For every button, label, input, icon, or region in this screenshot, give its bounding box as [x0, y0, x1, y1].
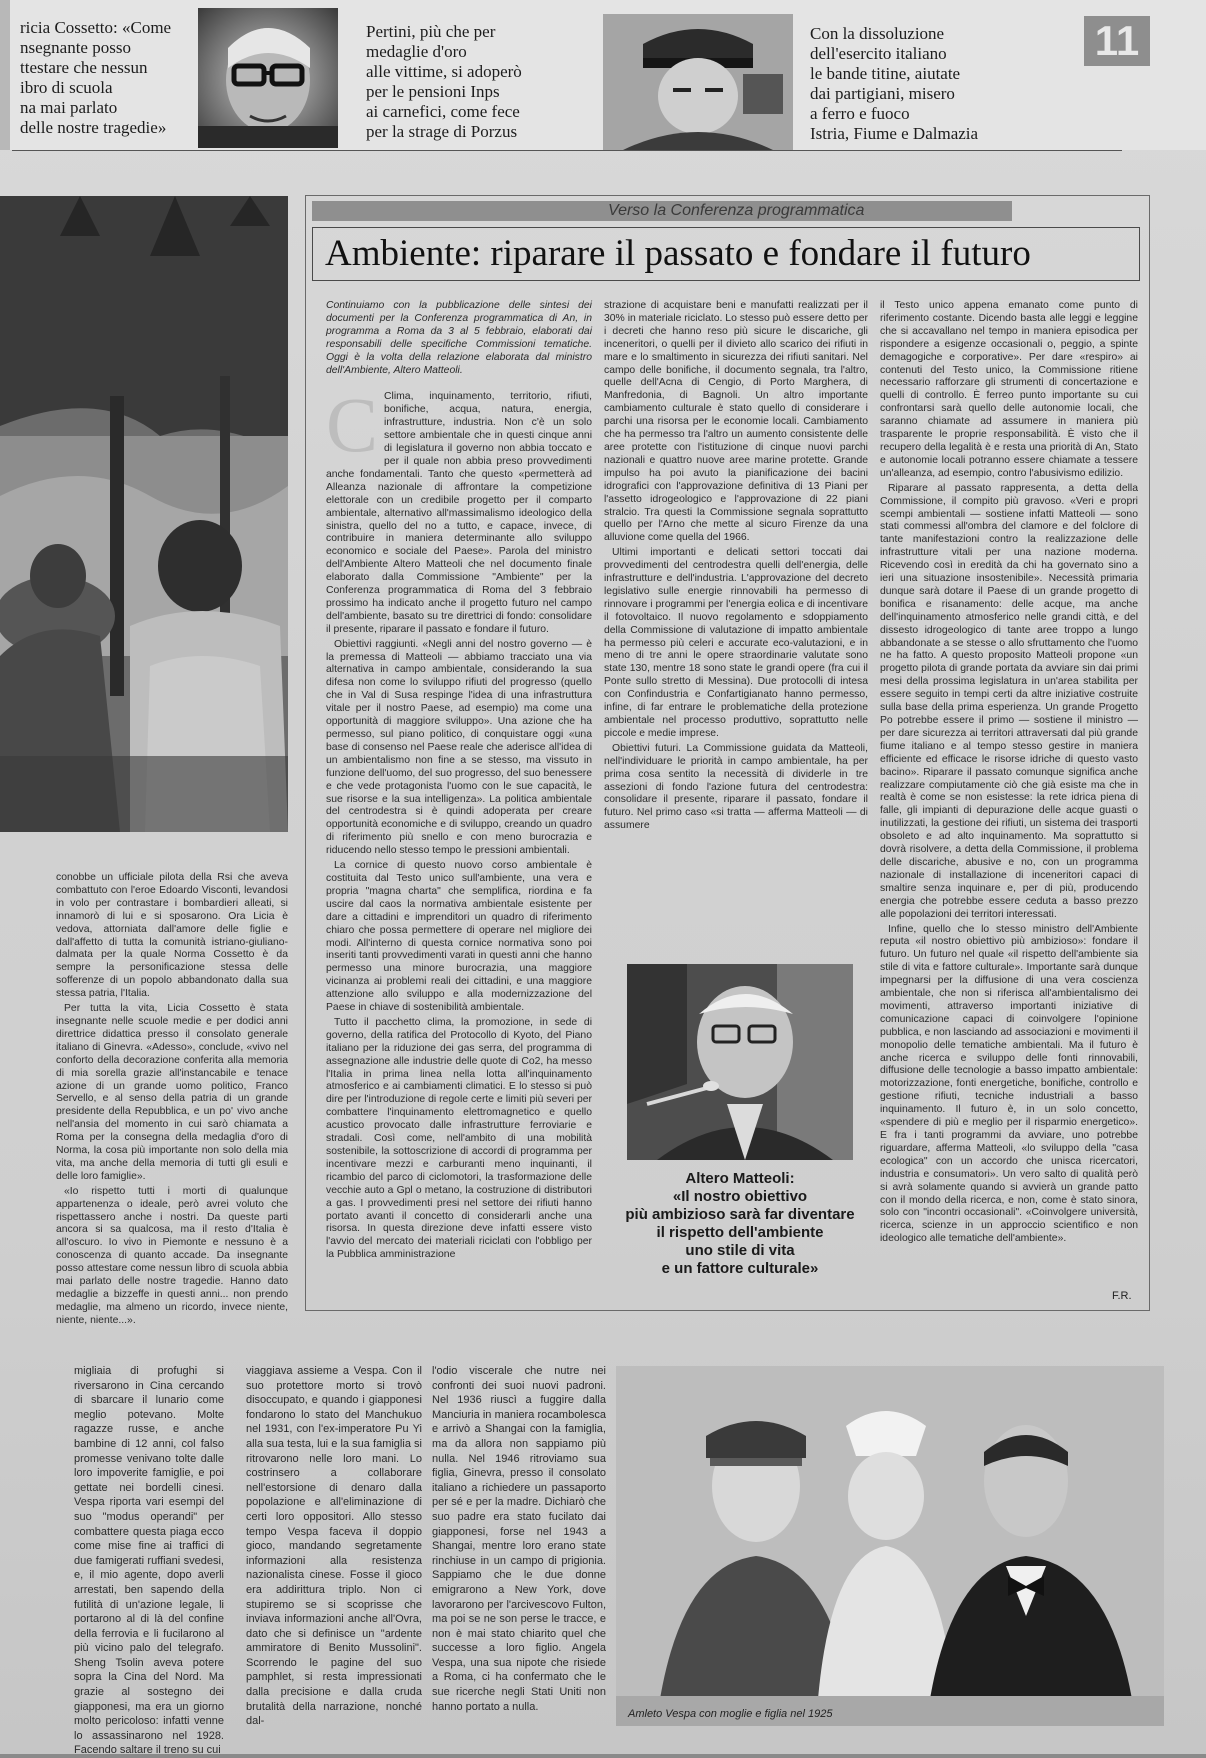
article-paragraph: il Testo unico appena emanato come punto di riferimento costante. Dicendo basta alle leggi e leggine che si accavallano nel tempo in maniera episodica per rispondere a esigenze occasionali o, peggio, a spinte demagogiche e corporative». Per dare «respiro» ai contenuti del Testo unico, la Commissione ritiene necessario rafforzare gli strumenti di concertazione e quelli di controllo. È ferreo punto importante su cui confrontarsi sarà quello delle autonomie locali, che saranno chiamate ad assumere in maniera più trasparente le proprie responsabilità. È visto che il recupero della legalità è e resta una priorità di An, Stato e autonomie locali potranno essere chiamate a tessere un'alleanza, ad esempio, contro l'abusivismo edilizio.	[880, 300, 1138, 479]
teaser-right: Con la dissoluzione dell'esercito italiano le bande titine, aiutate dai partigiani, misero a ferro e fuoco Istria, Fiume e Dalmazia	[810, 24, 979, 143]
article-paragraph: La cornice di questo nuovo corso ambientale è costituita dal Testo unico sull'ambiente, una vera e propria "magna charta" che semplifica, riordina e fa uscire dal caos la normativa ambientale esistente per dare a cittadini e imprenditori un quadro di riferimento chiaro che possa permettere di operare nel migliore dei modi. All'interno di questa cornice normativa sono poi inseriti tanti provvedimenti varati in questi anni che hanno permesso una minore burocrazia, una maggiore vicinanza ai problemi reali dei cittadini, e una maggiore attenzione allo sviluppo e alla modernizzazione del Paese in chiave di sostenibilità ambientale.	[326, 860, 592, 1014]
article-paragraph: Tutto il pacchetto clima, la promozione, in sede di governo, della ratifica del Protocollo di Kyoto, del Piano italiano per la riduzione dei gas serra, del programma di assegnazione alle industrie delle quote di Co2, ha messo l'Italia in prima linea nella lotta all'inquinamento atmosferico e ai cambiamenti climatici. E lo stesso si può dire per l'introduzione di regole certe e limiti più severi per combattere l'inquinamento elettromagnetico e quello acustico provocato dalle infrastrutture ferroviarie e stradali. Così come, nell'ambito di una mobilità sostenibile, la sottoscrizione di accordi di programma per incentivare mezzi e carburanti meno inquinanti, il ricambio del parco di ciclomotori, la trasformazione delle vecchie auto a Gpl o metano, la costruzione di distributori a gas. I provvedimenti presi nel settore dei rifiuti hanno portato avanti il concetto di considerarli anche una risorsa. In questa direzione deve infatti essere visto l'avvio del mercato dei materiali riciclati con l'obbligo per la Pubblica amministrazione	[326, 1016, 592, 1261]
page-number: 11	[1094, 17, 1140, 64]
teaser-photo-officer	[603, 14, 793, 150]
left-story-paragraph: Per tutta la vita, Licia Cossetto è stata insegnante nelle scuole medie e per dodici anni direttrice didattica presso il consolato generale italiano di Ginevra. «Adesso», conclude, «vivo nel conforto della decorazione conferita alla memoria di mia sorella grazie all'instancabile e tenace azione di un grande uomo politico, Franco Servello, e al senso della patria di un grande presidente della Repubblica, e un po' vivo anche nell'ansia del momento in cui sarò chiamata a Roma per la consegna della medaglia d'oro di Norma, la cosa più importante non solo della mia vita, ma anche della memoria di tutti gli esuli e delle loro famiglie».	[56, 1003, 288, 1182]
article-paragraph: Clima, inquinamento, territorio, rifiuti, bonifiche, acqua, natura, energia, infrastrutture, industria. Non c'è un solo settore ambientale che in questi cinque anni di legislatura il governo non abbia toccato e per il quale non abbia preso provvedimenti anche fondamentali. Tanto che questo «permetterà ad Alleanza nazionale di affrontare la competizione elettorale con un credibile progetto per il comparto ambientale, alternativo all'massimalismo ideologico della sinistra, quello del no a tutto, e capace, invece, di contribuire in maniera determinante allo sviluppo economico e sociale del Paese». Parola del ministro dell'Ambiente Altero Matteoli che nel documento finale elaborato dalla Commissione "Ambiente" per la Conferenza programmatica di Roma del 3 febbraio prossimo ha indicato anche il progetto futuro nel campo dell'ambiente, basato su tre direttrici di fondo: consolidare il presente, riparare il passato e fondare il futuro.	[326, 391, 592, 635]
article-column-2	[604, 300, 868, 842]
article-column-1	[326, 300, 592, 1304]
officer-portrait-drawing	[603, 14, 793, 150]
left-story-paragraph: conobbe un ufficiale pilota della Rsi che aveva combattuto con l'eroe Edoardo Visconti, levandosi in volo per contrastare i bombardieri alleati, si innamorò di lui e si sposarono. Ora Licia è vedova, attorniata dall'amore delle figlie e dall'affetto di tutta la comunità istriano-giuliano-dalmata per la quale Norma Cossetto è da sempre la personificazione stessa delle sofferenze di un popolo abbandonato dalla sua stessa patria, l'Italia.	[56, 872, 288, 1000]
matteoli-portrait-drawing	[627, 964, 853, 1160]
article-headline: Ambiente: riparare il passato e fondare il futuro	[325, 233, 1031, 274]
bottom-column-3	[432, 1364, 606, 1738]
left-story-column	[56, 872, 288, 1326]
forest-photo	[0, 196, 288, 832]
teaser-photo-woman	[198, 8, 338, 148]
teaser-middle: Pertini, più che per medaglie d'oro alle vittime, si adoperò per le pensioni Inps ai carnefici, come fece per la strage di Porzus	[366, 22, 522, 141]
article-intro: Continuiamo con la pubblicazione delle sintesi dei documenti per la Conferenza programmatica di An, in programma a Roma da 3 al 5 febbraio, elaborati dai responsabili delle specifiche Commissioni tematiche. Oggi è la volta della relazione elaborata dal ministro dell'Ambiente, Altero Matteoli.	[326, 300, 592, 376]
bottom-paragraph: viaggiava assieme a Vespa. Con il suo protettore morto si trovò disoccupato, e quando i giapponesi fondarono lo stato del Manchukuo nel 1931, con l'ex-imperatore Pu Yi alla sua testa, lui e la sua famiglia si ritrovarono nelle loro mani. Lo costrinsero a collaborare nell'estorsione di denaro dalla popolazione e all'eliminazione di certi loro oppositori. Allo stesso tempo Vespa faceva il doppio gioco, mandando segretamente informazioni alla resistenza nazionalista cinese. Fosse il gioco era addirittura triplo. Non ci stupiremo se si scoprisse che inviava informazioni anche all'Ovra, dato che si definisce un "ardente ammiratore di Benito Mussolini". Scorrendo le pagine del suo pamphlet, si resta impressionati dalla precisione e dalla cruda brutalità della narrazione, nonché dal-	[246, 1365, 422, 1728]
header-rule	[12, 150, 1122, 151]
matteoli-photo-caption: Altero Matteoli: «Il nostro obiettivo più ambizioso sarà far diventare il rispetto dell'ambiente uno stile di vita e un fattore culturale»	[625, 1170, 855, 1277]
kicker-text: Verso la Conferenza programmatica	[608, 202, 865, 219]
article-paragraph: Infine, quello che lo stesso ministro dell'Ambiente reputa «il nostro obiettivo più ambizioso»: fondare il futuro. Un futuro nel quale «il rispetto dell'ambiente sia stile di vita e fattore culturale». Importante sarà dunque impegnarsi per la diffusione di una vera coscienza ambientale, che non si riferisca all'ambientalismo dei movimenti, attraverso importanti iniziative di comunicazione capaci di coinvolgere l'opinione pubblica, e non lasciando ad associazioni e movimenti il monopolio delle tematiche ambientali. Ma il futuro è anche ricerca e sviluppo delle fonti rinnovabili, diffusione delle tecnologie a basso impatto ambientale: motorizzazione, fonti energetiche, bonifiche, controllo e gestione rifiuti, tecniche industriali a basso inquinamento. Il futuro è, in un solo concetto, «spendere di più e meglio per il risparmio energetico». E fra i tanti programmi da avviare, uno potrebbe riguardare, afferma Matteoli, «lo sviluppo della "casa ecologica" con un accordo che unisca ricercatori, industria e consumatori». Un vero salto di qualità però si avrà solamente quando si avvierà un grande patto con il mondo della ricerca, e non, come è stato sinora, solo con "incontri occasionali". «Coinvolgere università, ricerca, scienze in un approccio scientifico e non ideologico alle tematiche dell'ambiente».	[880, 923, 1138, 1245]
left-page-margin	[0, 0, 10, 150]
family-portrait-drawing	[616, 1366, 1164, 1726]
article-paragraph: strazione di acquistare beni e manufatti realizzati per il 30% in materiale riciclato. Lo stesso può essere detto per i decreti che hanno reso più sicure le discariche, gli inceneritori, o quelli per il divieto allo scarico dei rifiuti in mare e lo smaltimento in sicurezza dei rifiuti sanitari. Nel campo delle bonifiche, il documento segnala, tra l'altro, quelle dell'Acna di Cengio, di Porto Marghera, di Manfredonia, di Bagnoli. Un altro importante cambiamento culturale è stato quello di considerare i parchi una risorsa per le economie locali. Cambiamento che ha permesso tra l'altro un aumento consistente delle aree protette con l'istituzione di cinque nuovi parchi nazionali e quattro nuove aree marine protette. Grande impulso ha poi avuto la pianificazione dei bacini idrografici con l'approvazione definitiva di 13 Piani per l'assetto idrogeologico e l'approvazione di 22 piani stralcio. Tra questi la Commissione segnala soprattutto quello per l'Arno che mette al sicuro Firenze da una alluvione come quella del 1966.	[604, 300, 868, 544]
teaser-left: ricia Cossetto: «Come nsegnante posso ttestare che nessun ibro di scuola na mai parlato delle nostre tragedie»	[20, 18, 172, 137]
woman-portrait-drawing	[198, 8, 338, 148]
drop-cap: C	[326, 381, 379, 469]
bottom-paragraph: l'odio viscerale che nutre nei confronti dei suoi nuovi padroni. Nel 1936 riuscì a fuggire dalla Manciuria in maniera rocambolesca e arrivò a Shangai con la famiglia, ma da allora non sappiamo più nulla. Nel 1946 ritroviamo sua figlia, Ginevra, presso il consolato italiano a richiedere un passaporto per sé e per la madre. Dichiarò che suo padre era stato fucilato dai giapponesi, forse nel 1943 a Shangai, mentre loro erano state rinchiuse in un campo di prigionia. Sappiamo che le due donne emigrarono a New York, dove lavorarono per l'arcivescovo Fulton, ma poi se ne son perse le tracce, e non è mai stato chiarito quel che successe a loro figlio. Angela Vespa, una sua nipote che risiede a Roma, ci ha confermato che le sue ricerche negli Stati Uniti non hanno portato a nulla.	[432, 1365, 606, 1713]
matteoli-photo	[627, 964, 853, 1160]
article-paragraph: Obiettivi raggiunti. «Negli anni del nostro governo — è la premessa di Matteoli — abbiamo tracciato una via alternativa in campo ambientale, considerando la sua difesa non come lo sviluppo rifiuti del progresso (quello che in Val di Susa respinge l'idea di una infrastruttura vitale per il nostro Paese, ad esempio) ma come una opportunità di maggiore sviluppo». Una azione che ha permesso, sul piano politico, di conquistare oggi «una base di consenso nel Paese reale che aderisce all'idea di un ambientalismo non fine a se stesso, ma vissuto in funzione dell'uomo, del suo progresso, del suo benessere e che vede protagonista l'uomo con le sue capacità, le sue risorse e la sua intelligenza». La politica ambientale del centrodestra si è quindi adoperata per creare opportunità economiche e di sviluppo, creando un quadro di riferimento più snello e con meno burocrazia e riducendo nello stesso tempo le pressioni ambientali.	[326, 638, 592, 857]
bottom-column-1	[74, 1364, 224, 1757]
forest-drawing	[0, 196, 288, 832]
article-column-3	[880, 300, 1138, 1296]
article-paragraph: Obiettivi futuri. La Commissione guidata da Matteoli, nell'individuare le priorità in campo ambientale, ha per prima cosa sentito la necessità di dividerle in tre assezioni di fondo l'azione futura del centrodestra: consolidare il presente, riparare il passato, fondare il futuro. Nel primo caso «si tratta — afferma Matteoli — di assumere	[604, 742, 868, 832]
article-paragraph: Ultimi importanti e delicati settori toccati dai provvedimenti del centrodestra quelli dell'energia, delle infrastrutture e dell'industria. L'approvazione del decreto legislativo sulle energie rinnovabili ha permesso di rinnovare i programmi per l'energia eolica e di incentivare il fotovoltaico. Il nuovo regolamento e sdoppiamento della Commissione di valutazione di impatto ambientale ha permesso più celeri e accurate eco-valutazioni, e in meno di tre anni le opere straordinarie valutate sono state 130, mentre 18 sono state le grandi opere (fra cui il Ponte sullo stretto di Messina). Due protocolli di intesa con Confindustria e Confartigianato hanno permesso, infine, di far entrare le problematiche della protezione ambientale nel processo produttivo, soprattutto nelle piccole e medie imprese.	[604, 547, 868, 739]
headline-box	[312, 227, 1140, 281]
bottom-paragraph: migliaia di profughi si riversarono in Cina cercando di sbarcare il lunario come meglio potevano. Molte ragazze russe, e anche bambine di 12 anni, col falso promesse venivano tolte dalle loro impoverite famiglie, e poi gettate nei bordelli cinesi. Vespa riporta vari esempi del suo "modus operandi" per combattere questa piaga ecco come mise fine ai traffici di due famigerati ruffiani svedesi, e, il mio agente, dopo averli arrestati, ben sapendo della futilità di un'azione legale, li portarono al di là del confine della ferrovia e li fucilarono al più vicino palo del telegrafo. Sheng Tsolin aveva potere sopra la Cina del Nord. Ma grazie al sostegno dei giapponesi, ma era un giorno molto pericoloso: infatti venne lo assassinarono nel 1928. Facendo saltare il treno su cui	[74, 1365, 224, 1757]
kicker-bar	[312, 201, 1012, 221]
vespa-photo-caption: Amleto Vespa con moglie e figlia nel 1925	[628, 1708, 833, 1720]
page-number-badge	[1084, 16, 1150, 66]
article-paragraph: Riparare al passato rappresenta, a detta della Commissione, il compito più gravoso. «Veri e propri scempi ambientali — sostiene infatti Matteoli — sono stati commessi all'ombra del clamore e del folclore di tante manifestazioni contro la realizzazione delle infrastrutture vitali per una nazione moderna. Ricevendo così in eredità da chi ha governato sino a ieri una situazione insostenibile». Necessità primaria dunque sarà dotare il Paese di un grande progetto di bonifica e risanamento: delle acque, ma anche dell'inquinamento atmosferico nelle grandi città, e del dissesto idrogeologico di tante aree troppo a lungo abbandonate a se stesse o allo sfruttamento che l'uomo ne ha fatto. A questo proposito Matteoli propone «un progetto pilota di grande portata da avviare sin dai primi mesi della prossima legislatura in un'area stabilita per essere seguito in tempi certi da altre iniziative costruite sulla base della prima esperienza. Un grande Progetto Po potrebbe essere il primo — sostiene il ministro — per dare sicurezza ai territori attraversati dal più grande fiume italiano e al tempo stesso gestire in maniera efficiente ed efficace le risorse idriche di questo vasto bacino». Riparare il passato comunque significa anche realizzare compiutamente ciò che già esiste ma che in realtà è come se non esistesse: la rete idrica piena di falle, gli impianti di depurazione delle acque guasti o inutilizzati, la gestione dei rifiuti, un sistema dei trasporti obsoleto e ad alto inquinamento. Ma soprattutto si dovrà risolvere, a detta della Commissione, il problema delle discariche, abusive e no, con un programma nazionale di installazione di inceneritori capaci di smaltire senza inquinare e, per di più, producendo energia che potrebbe essere ceduta a basso prezzo alle popolazioni dei territori interessati.	[880, 482, 1138, 920]
vespa-family-photo	[616, 1366, 1164, 1726]
bottom-column-2	[246, 1364, 422, 1738]
left-story-paragraph: «Io rispetto tutti i morti di qualunque appartenenza o ideale, però avrei voluto che rispettassero anche i nostri. Da queste parti ancora si sa qualcosa, ma il resto d'Italia è all'oscuro. Io vivo in Piemonte e nessuno è a conoscenza di quanto accade. Da insegnante posso attestare come nessun libro di scuola abbia mai parlato delle nostre tragedie. Hanno dato medaglie a bizzeffe in questi anni... non prendo medaglie, ma almeno un ricordo, invece niente, niente, niente...».	[56, 1185, 288, 1326]
article-signature: F.R.	[1112, 1290, 1132, 1302]
